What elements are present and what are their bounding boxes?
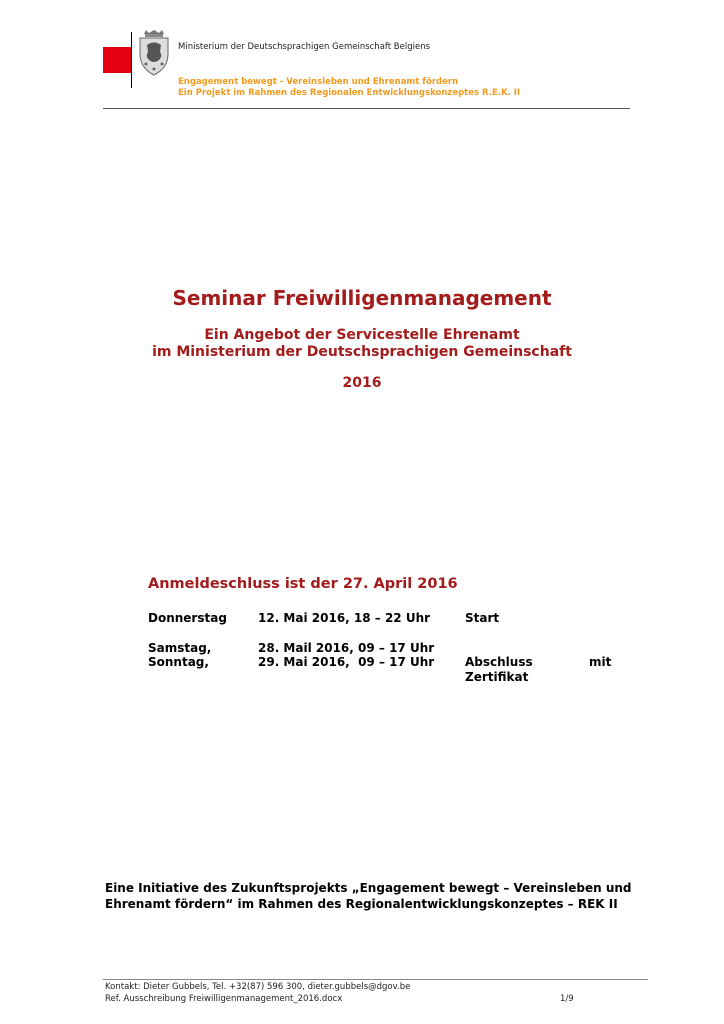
schedule-day: Donnerstag <box>148 611 227 625</box>
schedule-day: Samstag, <box>148 641 212 655</box>
schedule-date: 28. Mail 2016, 09 – 17 Uhr <box>258 641 435 655</box>
registration-deadline: Anmeldeschluss ist der 27. April 2016 <box>148 576 458 592</box>
ministry-name: Ministerium der Deutschsprachigen Gemeinschaft Belgiens <box>178 42 431 52</box>
header-rule <box>103 108 630 109</box>
footer-contact: Kontakt: Dieter Gubbels, Tel. +32(87) 596 300, dieter.gubbels@dgov.be <box>105 982 411 992</box>
red-brand-block <box>103 47 131 73</box>
schedule-note-extra: mit <box>589 655 612 669</box>
footer-reference: Ref. Ausschreibung Freiwilligenmanagement_2016.docx <box>105 994 343 1004</box>
page-number: 1/9 <box>560 994 574 1004</box>
schedule-note: Start <box>465 611 500 625</box>
initiative-statement <box>105 880 632 912</box>
schedule-note-continued: Zertifikat <box>465 670 529 684</box>
footer-rule <box>103 979 648 980</box>
subtitle-line-1: Ein Angebot der Servicestelle Ehrenamt <box>204 327 520 343</box>
year: 2016 <box>342 375 382 391</box>
schedule-day: Sonntag, <box>148 655 209 669</box>
initiative-line-2: Ehrenamt fördern“ im Rahmen des Regionalentwicklungskonzeptes – REK II <box>105 897 618 911</box>
header-project-line-1: Engagement bewegt - Vereinsleben und Ehrenamt fördern <box>178 77 459 87</box>
schedule-date: 12. Mai 2016, 18 – 22 Uhr <box>258 611 431 625</box>
page-title: Seminar Freiwilligenmanagement <box>172 286 552 310</box>
coat-of-arms-icon <box>136 30 172 76</box>
subtitle-line-2: im Ministerium der Deutschsprachigen Gemeinschaft <box>152 344 572 360</box>
header-divider <box>131 32 132 88</box>
header-project-line-2: Ein Projekt im Rahmen des Regionalen Entwicklungskonzeptes R.E.K. II <box>178 88 521 98</box>
schedule-note: Abschluss <box>465 655 533 669</box>
initiative-line-1: Eine Initiative des Zukunftsprojekts „Engagement bewegt – Vereinsleben und <box>105 881 632 895</box>
schedule-date: 29. Mai 2016, 09 – 17 Uhr <box>258 655 435 669</box>
